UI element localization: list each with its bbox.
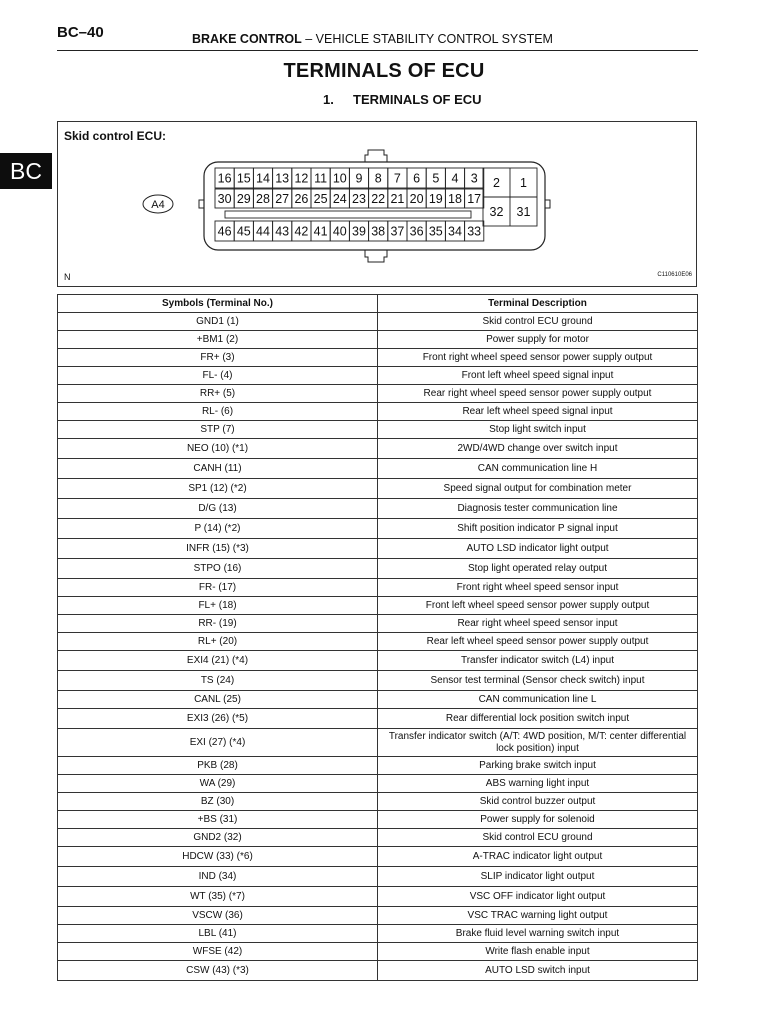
- table-row: [58, 887, 698, 907]
- running-header: [192, 32, 553, 46]
- symbol-cell: TS (24): [58, 671, 378, 691]
- description-cell: Speed signal output for combination meter: [378, 479, 698, 499]
- table-row: [58, 775, 698, 793]
- pin-number: 25: [313, 192, 328, 206]
- description-cell: CAN communication line L: [378, 691, 698, 709]
- table-row: [58, 943, 698, 961]
- symbol-cell: LBL (41): [58, 925, 378, 943]
- description-column-header: Terminal Description: [378, 295, 698, 313]
- section-title: BRAKE CONTROL: [192, 32, 302, 46]
- table-row: [58, 757, 698, 775]
- pin-number: 41: [313, 224, 328, 239]
- connector-figure: [57, 121, 697, 287]
- symbol-cell: P (14) (*2): [58, 519, 378, 539]
- subsection-text: TERMINALS OF ECU: [353, 92, 482, 107]
- pin-number: 26: [294, 192, 309, 206]
- connector-diagram: [58, 122, 696, 286]
- table-row: [58, 671, 698, 691]
- symbol-cell: FR- (17): [58, 579, 378, 597]
- table-row: [58, 867, 698, 887]
- page-title: TERMINALS OF ECU: [283, 60, 485, 82]
- description-cell: Skid control ECU ground: [378, 829, 698, 847]
- pin-number: 16: [217, 171, 232, 186]
- pin-number: 21: [390, 192, 405, 206]
- symbol-cell: WFSE (42): [58, 943, 378, 961]
- table-row: [58, 459, 698, 479]
- pin-number: 18: [448, 192, 462, 206]
- table-row: [58, 691, 698, 709]
- connector-bottom-latch: [365, 250, 387, 262]
- pin-number: 20: [409, 192, 424, 206]
- description-cell: Stop light operated relay output: [378, 559, 698, 579]
- table-row: [58, 403, 698, 421]
- table-row: [58, 331, 698, 349]
- description-cell: Rear left wheel speed signal input: [378, 403, 698, 421]
- symbol-cell: +BM1 (2): [58, 331, 378, 349]
- description-cell: Transfer indicator switch (L4) input: [378, 651, 698, 671]
- table-header-row: [58, 295, 698, 313]
- symbol-cell: STP (7): [58, 421, 378, 439]
- description-cell: Power supply for solenoid: [378, 811, 698, 829]
- pin-number: 45: [236, 224, 251, 239]
- symbol-cell: WA (29): [58, 775, 378, 793]
- connector-left-nub: [199, 200, 204, 208]
- pin-number: 32: [489, 205, 504, 219]
- pin-number: 19: [428, 192, 443, 206]
- figure-n-mark: N: [64, 272, 71, 282]
- description-cell: Front left wheel speed signal input: [378, 367, 698, 385]
- pin-number: 29: [236, 192, 251, 206]
- description-cell: A-TRAC indicator light output: [378, 847, 698, 867]
- table-row: [58, 651, 698, 671]
- pin-number: 13: [275, 171, 290, 186]
- symbol-cell: CANH (11): [58, 459, 378, 479]
- symbol-cell: EXI (27) (*4): [58, 729, 378, 757]
- description-cell: SLIP indicator light output: [378, 867, 698, 887]
- description-cell: Front right wheel speed sensor power supply output: [378, 349, 698, 367]
- description-cell: Diagnosis tester communication line: [378, 499, 698, 519]
- symbol-cell: HDCW (33) (*6): [58, 847, 378, 867]
- pin-number: 24: [332, 192, 347, 206]
- connector-top-latch: [365, 150, 387, 162]
- connector-right-nub: [545, 200, 550, 208]
- symbol-cell: SP1 (12) (*2): [58, 479, 378, 499]
- pin-number: 7: [393, 171, 401, 186]
- pin-number: 35: [428, 224, 443, 239]
- table-row: [58, 615, 698, 633]
- symbol-cell: NEO (10) (*1): [58, 439, 378, 459]
- table-row: [58, 829, 698, 847]
- description-cell: Stop light switch input: [378, 421, 698, 439]
- table-row: [58, 313, 698, 331]
- pin-number: 23: [352, 192, 366, 206]
- description-cell: Skid control buzzer output: [378, 793, 698, 811]
- symbol-cell: +BS (31): [58, 811, 378, 829]
- pin-number: 46: [217, 224, 232, 239]
- pin-number: 30: [217, 192, 232, 206]
- symbol-cell: VSCW (36): [58, 907, 378, 925]
- description-cell: Rear left wheel speed sensor power supply output: [378, 633, 698, 651]
- table-row: [58, 349, 698, 367]
- symbol-cell: BZ (30): [58, 793, 378, 811]
- symbol-cell: WT (35) (*7): [58, 887, 378, 907]
- pin-number: 42: [294, 224, 309, 239]
- pin-number: 28: [256, 192, 270, 206]
- symbol-cell: CANL (25): [58, 691, 378, 709]
- pin-number: 9: [355, 171, 363, 186]
- table-row: [58, 367, 698, 385]
- symbol-cell: CSW (43) (*3): [58, 961, 378, 981]
- table-row: [58, 519, 698, 539]
- pin-number: 22: [371, 192, 386, 206]
- table-row: [58, 907, 698, 925]
- connector-slot: [225, 211, 471, 218]
- description-cell: Power supply for motor: [378, 331, 698, 349]
- table-row: [58, 709, 698, 729]
- description-cell: Front right wheel speed sensor input: [378, 579, 698, 597]
- symbol-cell: FL- (4): [58, 367, 378, 385]
- pin-number: 34: [448, 224, 462, 239]
- description-cell: Rear differential lock position switch input: [378, 709, 698, 729]
- table-row: [58, 559, 698, 579]
- pin-number: 6: [413, 171, 421, 186]
- symbol-cell: D/G (13): [58, 499, 378, 519]
- table-row: [58, 439, 698, 459]
- table-row: [58, 421, 698, 439]
- table-row: [58, 793, 698, 811]
- symbol-cell: EXI4 (21) (*4): [58, 651, 378, 671]
- table-row: [58, 847, 698, 867]
- table-row: [58, 729, 698, 757]
- symbol-cell: FL+ (18): [58, 597, 378, 615]
- pin-number: 14: [256, 171, 270, 186]
- symbol-cell: INFR (15) (*3): [58, 539, 378, 559]
- description-cell: Sensor test terminal (Sensor check switch) input: [378, 671, 698, 691]
- subsection-title: VEHICLE STABILITY CONTROL SYSTEM: [315, 32, 553, 46]
- pin-number: 4: [451, 171, 459, 186]
- symbol-cell: RR- (19): [58, 615, 378, 633]
- description-cell: Rear right wheel speed sensor input: [378, 615, 698, 633]
- header-rule: [57, 50, 698, 51]
- subsection-heading: [323, 92, 482, 107]
- subsection-number: 1.: [323, 92, 334, 107]
- description-cell: VSC TRAC warning light output: [378, 907, 698, 925]
- description-cell: Rear right wheel speed sensor power supply output: [378, 385, 698, 403]
- pin-number: 27: [275, 192, 290, 206]
- symbol-cell: RL+ (20): [58, 633, 378, 651]
- description-cell: AUTO LSD indicator light output: [378, 539, 698, 559]
- description-cell: Front left wheel speed sensor power supply output: [378, 597, 698, 615]
- pin-number: 5: [432, 171, 440, 186]
- table-row: [58, 385, 698, 403]
- symbol-cell: RL- (6): [58, 403, 378, 421]
- pin-number: 8: [374, 171, 382, 186]
- description-cell: ABS warning light input: [378, 775, 698, 793]
- pin-number: 38: [371, 224, 386, 239]
- symbol-cell: IND (34): [58, 867, 378, 887]
- table-row: [58, 579, 698, 597]
- description-cell: Transfer indicator switch (A/T: 4WD position, M/T: center differential lock position) input: [378, 729, 698, 757]
- symbol-cell: PKB (28): [58, 757, 378, 775]
- symbol-cell: GND1 (1): [58, 313, 378, 331]
- figure-code: C110610E06: [657, 272, 692, 278]
- description-cell: Brake fluid level warning switch input: [378, 925, 698, 943]
- symbol-cell: GND2 (32): [58, 829, 378, 847]
- description-cell: 2WD/4WD change over switch input: [378, 439, 698, 459]
- page-number: BC–40: [57, 24, 104, 41]
- description-cell: Parking brake switch input: [378, 757, 698, 775]
- header-separator: –: [305, 32, 313, 46]
- pin-number: 37: [390, 224, 405, 239]
- table-row: [58, 597, 698, 615]
- pin-number: 44: [256, 224, 270, 239]
- table-row: [58, 633, 698, 651]
- symbol-cell: EXI3 (26) (*5): [58, 709, 378, 729]
- pin-number: 36: [409, 224, 424, 239]
- description-cell: AUTO LSD switch input: [378, 961, 698, 981]
- symbol-cell: RR+ (5): [58, 385, 378, 403]
- pin-number: 12: [294, 171, 309, 186]
- symbol-column-header: Symbols (Terminal No.): [58, 295, 378, 313]
- connector-id-label: A4: [151, 199, 165, 211]
- pin-number: 2: [493, 176, 500, 190]
- pin-number: 17: [467, 192, 482, 206]
- description-cell: Write flash enable input: [378, 943, 698, 961]
- description-cell: CAN communication line H: [378, 459, 698, 479]
- pin-number: 39: [352, 224, 366, 239]
- pin-number: 40: [332, 224, 347, 239]
- table-row: [58, 811, 698, 829]
- description-cell: Shift position indicator P signal input: [378, 519, 698, 539]
- pin-number: 3: [470, 171, 478, 186]
- table-row: [58, 961, 698, 981]
- table-row: [58, 539, 698, 559]
- pin-number: 1: [520, 176, 527, 190]
- table-row: [58, 479, 698, 499]
- pin-number: 43: [275, 224, 290, 239]
- section-tab: BC: [0, 153, 52, 189]
- pin-number: 33: [467, 224, 482, 239]
- description-cell: VSC OFF indicator light output: [378, 887, 698, 907]
- table-row: [58, 925, 698, 943]
- symbol-cell: STPO (16): [58, 559, 378, 579]
- terminal-table: [57, 294, 698, 981]
- description-cell: Skid control ECU ground: [378, 313, 698, 331]
- figure-label: Skid control ECU:: [64, 129, 167, 143]
- symbol-cell: FR+ (3): [58, 349, 378, 367]
- table-row: [58, 499, 698, 519]
- pin-number: 31: [516, 205, 531, 219]
- pin-number: 11: [314, 171, 328, 186]
- pin-number: 15: [236, 171, 251, 186]
- pin-number: 10: [332, 171, 347, 186]
